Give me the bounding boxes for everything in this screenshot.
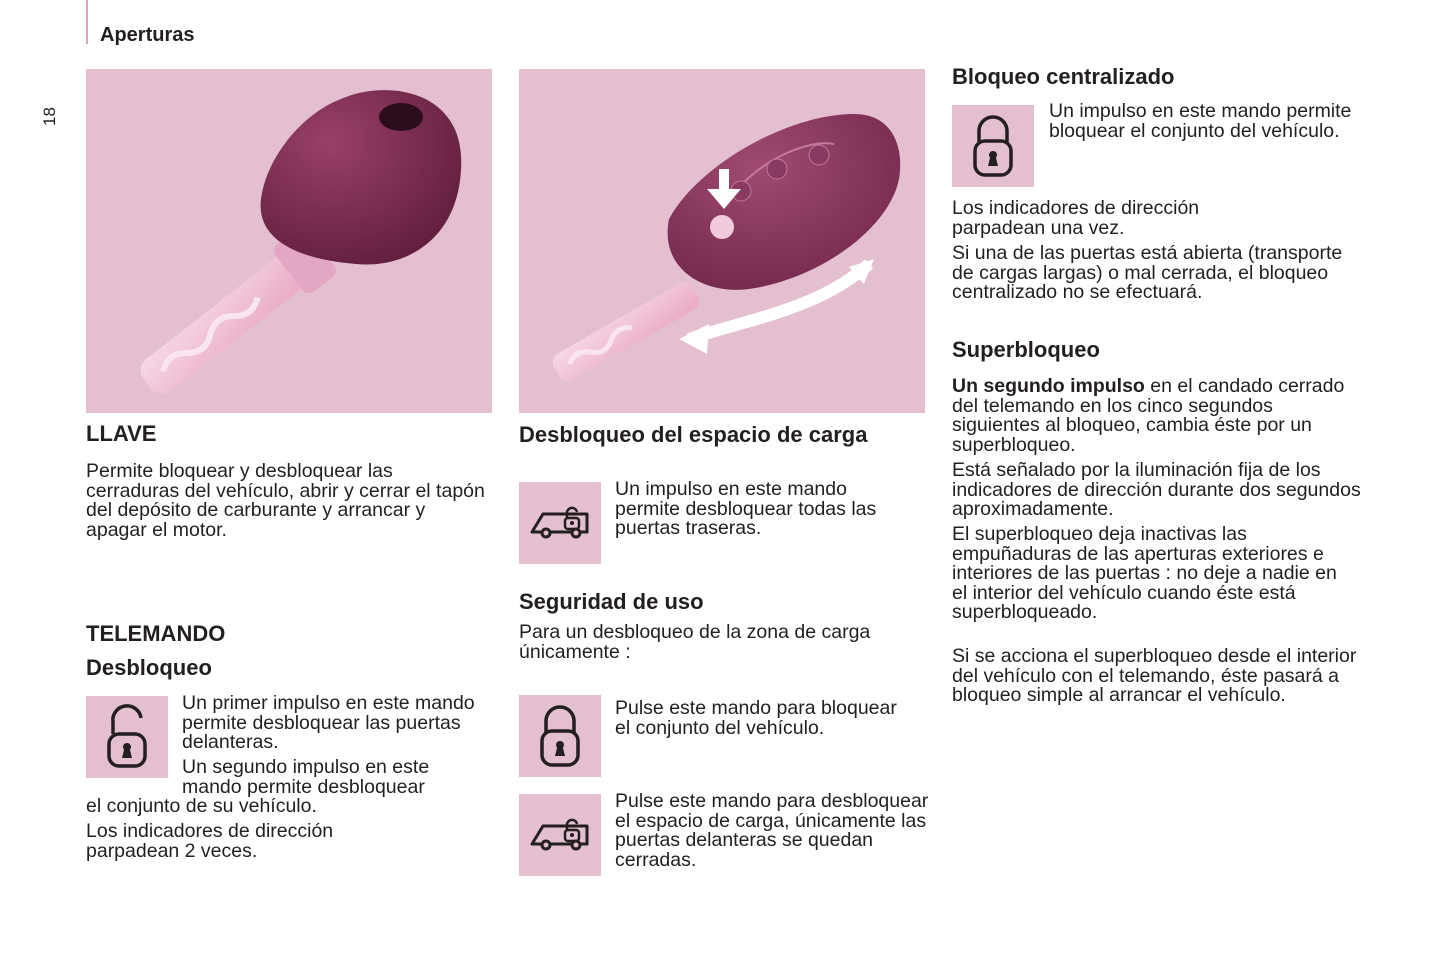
bloqueo-text: Un impulso en este mando permite bloquear el conjunto del vehículo. [1049,100,1352,142]
unlock-button-icon-box [86,696,168,778]
step2-text: Pulse este mando para desbloquear el espacio de carga, únicamente las puertas delanteras se quedan cerradas. [615,790,929,871]
van-unlock-icon [529,506,591,540]
van-button-icon-box [519,482,601,564]
unlocked-padlock-icon [105,704,149,770]
van-step-icon-box [519,794,601,876]
seguridad-title: Seguridad de uso [519,589,704,614]
bloqueo-p2: Los indicadores de dirección parpadean una vez. [952,197,1200,239]
carga-title: Desbloqueo del espacio de carga [519,422,868,447]
superbloqueo-title: Superbloqueo [952,337,1100,362]
desbloqueo-p1: Un primer impulso en este mando permite desbloquear las puertas delanteras. [182,692,475,753]
section-title: Aperturas [100,24,195,46]
van-unlock-icon [529,818,591,852]
step1-text: Pulse este mando para bloquear el conjunto del vehículo. [615,697,897,739]
locked-padlock-icon [538,703,582,769]
remote-illustration [519,69,925,413]
page-number: 18 [40,107,59,126]
llave-title: LLAVE [86,421,157,446]
bloqueo-title: Bloqueo centralizado [952,64,1175,89]
desbloqueo-p2: Un segundo impulso en este mando permite desbloquear [182,756,430,798]
llave-text: Permite bloquear y desbloquear las cerraduras del vehículo, abrir y cerrar el tapón del depósito de carburante y arrancar y apagar el motor. [86,460,485,541]
carga-text: Un impulso en este mando permite desbloquear todas las puertas traseras. [615,478,877,539]
super-p3: El superbloqueo deja inactivas las empuñaduras de las aperturas exteriores e interiores de las puertas : no deje a nadie en el interior del vehículo cuando éste está superbloqueado. [952,523,1337,623]
lock-step-icon-box [519,695,601,777]
desbloqueo-p2b: el conjunto de su vehículo. [86,795,317,817]
super-p2: Está señalado por la iluminación fija de los indicadores de dirección durante dos segundos aproximadamente. [952,459,1361,520]
super-p1-rest: en el candado cerrado del telemando en los cinco segundos siguientes al bloqueo, cambia éste por un superbloqueo. [952,375,1345,456]
seguridad-text: Para un desbloqueo de la zona de carga únicamente : [519,621,871,663]
desbloqueo-p3: Los indicadores de dirección parpadean 2 veces. [86,820,334,862]
super-p1 [952,377,1357,455]
lock-button-icon-box [952,105,1034,187]
header-rule [86,0,88,44]
key-illustration [86,69,492,413]
telemando-title: TELEMANDO [86,621,226,646]
locked-padlock-icon [971,113,1015,179]
super-p4: Si se acciona el superbloqueo desde el interior del vehículo con el telemando, éste pasará a bloqueo simple al arrancar el vehículo. [952,645,1357,706]
desbloqueo-title: Desbloqueo [86,655,212,680]
bloqueo-p3: Si una de las puertas está abierta (transporte de cargas largas) o mal cerrada, el bloqueo centralizado no se efectuará. [952,242,1343,303]
super-bold: Un segundo impulso [952,375,1145,397]
